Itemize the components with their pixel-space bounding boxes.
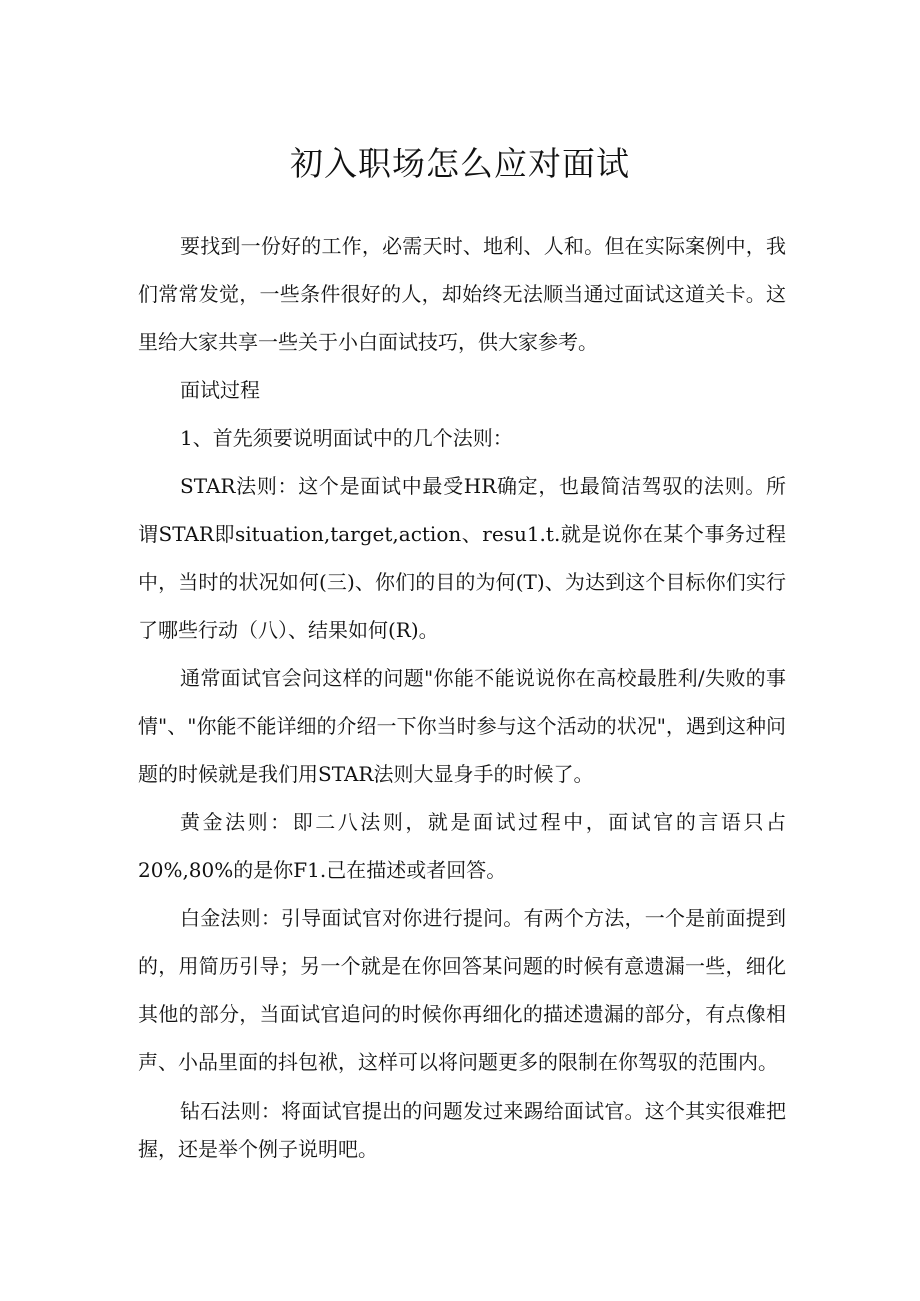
paragraph-diamond-rule: 钻石法则：将面试官提出的问题发过来踢给面试官。这个其实很难把握，还是举个例子说明吧。 (138, 1099, 786, 1161)
paragraph-star-rule: STAR法则：这个是面试中最受HR确定，也最简洁驾驭的法则。所谓STAR即situation,target,action、resu1.t.就是说你在某个事务过程中，当时的状况如何(三)、你们的目的为何(T)、为达到这个目标你们实行了哪些行动（八）、结果如何(R)。 (138, 474, 786, 642)
document-body (138, 222, 786, 1168)
document-title: 初入职场怎么应对面试 (290, 144, 630, 183)
paragraph-platinum-rule: 白金法则：引导面试官对你进行提问。有两个方法，一个是前面提到的，用简历引导；另一个就是在你回答某问题的时候有意遗漏一些，细化其他的部分，当面试官追问的时候你再细化的描述遗漏的部分，有点像相声、小品里面的抖包袱，这样可以将问题更多的限制在你驾驭的范围内。 (138, 906, 786, 1074)
paragraph-section-heading: 面试过程 (180, 378, 260, 402)
paragraph-star-example: 通常面试官会问这样的问题"你能不能说说你在高校最胜利/失败的事情"、"你能不能详细的介绍一下你当时参与这个活动的状况"，遇到这种问题的时候就是我们用STAR法则大显身手的时候了。 (138, 666, 786, 786)
paragraph-golden-rule: 黄金法则：即二八法则，就是面试过程中，面试官的言语只占20%,80%的是你F1.己在描述或者回答。 (138, 810, 786, 882)
paragraph-intro: 要找到一份好的工作，必需天时、地利、人和。但在实际案例中，我们常常发觉，一些条件很好的人，却始终无法顺当通过面试这道关卡。这里给大家共享一些关于小白面试技巧，供大家参考。 (138, 234, 786, 354)
paragraph-rules-intro: 1、首先须要说明面试中的几个法则： (180, 426, 513, 450)
